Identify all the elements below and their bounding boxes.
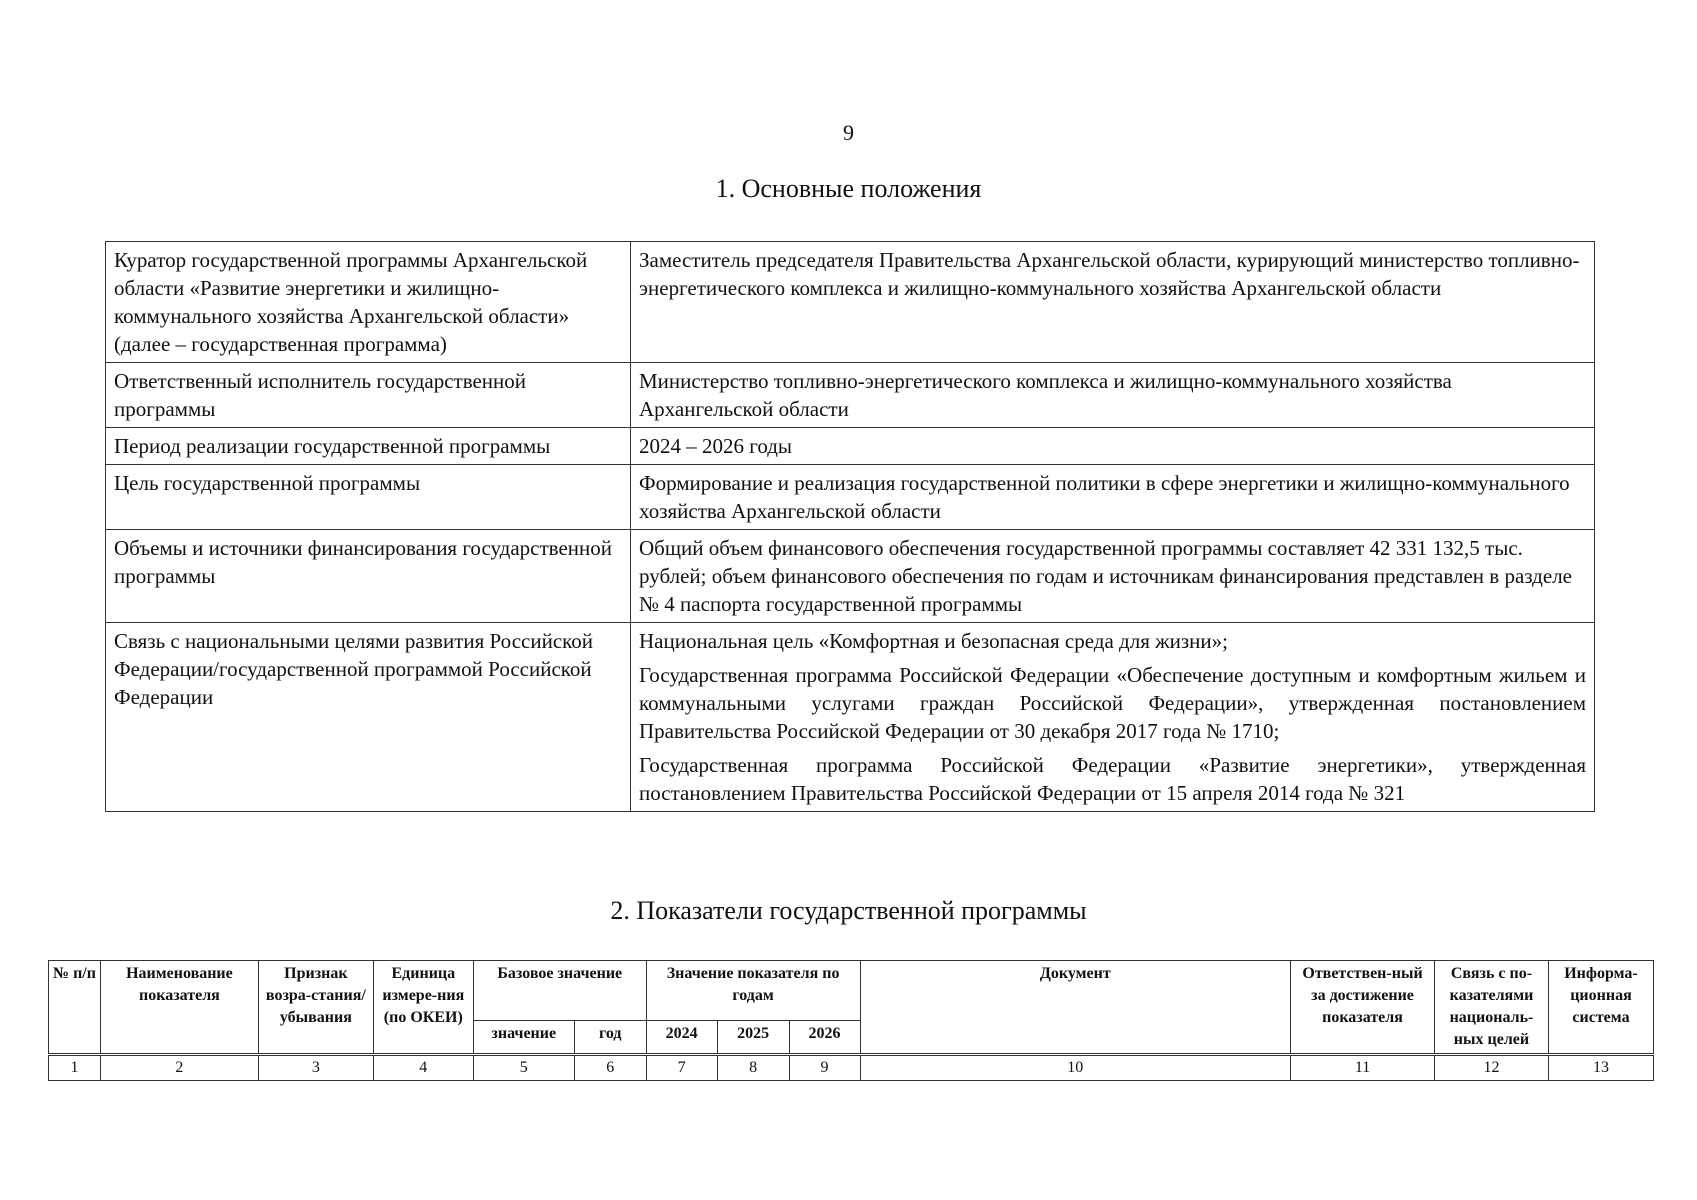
header-num: № п/п (49, 961, 101, 1055)
value-paragraph: Государственная программа Российской Федерации «Развитие энергетики», утвержденная постановлением Правительства Российской Федерации от 15 апреля 2014 года № 321 (639, 753, 1586, 805)
row-value (631, 428, 1595, 465)
header-row (49, 961, 1654, 1021)
column-number: 11 (1291, 1055, 1435, 1081)
header-values-by-year: Значение показателя по годам (646, 961, 860, 1021)
row-label: Цель государственной программы (106, 465, 631, 530)
row-label: Объемы и источники финансирования государственной программы (106, 530, 631, 623)
column-number: 9 (789, 1055, 860, 1081)
header-national-goals-link: Связь с по-казателями националь-ных целей (1434, 961, 1548, 1055)
header-year-2026: 2026 (789, 1020, 860, 1054)
column-number: 4 (373, 1055, 473, 1081)
header-unit: Единица измере-ния (по ОКЕИ) (373, 961, 473, 1055)
column-numbers-row (49, 1055, 1654, 1081)
passport-table (105, 241, 1595, 812)
column-number: 1 (49, 1055, 101, 1081)
column-number: 2 (100, 1055, 258, 1081)
row-value (631, 465, 1595, 530)
column-number: 12 (1434, 1055, 1548, 1081)
table-row (106, 465, 1595, 530)
row-label: Связь с национальными целями развития Российской Федерации/государственной программой Российской Федерации (106, 623, 631, 812)
value-paragraph: Национальная цель «Комфортная и безопасная среда для жизни»; (639, 629, 1228, 653)
table-row (106, 530, 1595, 623)
value-paragraph: 2024 – 2026 годы (639, 434, 793, 458)
table-row (106, 428, 1595, 465)
row-value (631, 242, 1595, 363)
row-label: Ответственный исполнитель государственной программы (106, 363, 631, 428)
column-number: 10 (860, 1055, 1291, 1081)
header-info-system: Информа-ционная система (1548, 961, 1653, 1055)
header-base-value-year: год (574, 1020, 646, 1054)
header-document: Документ (860, 961, 1291, 1055)
page-number: 9 (843, 120, 854, 145)
column-number: 6 (574, 1055, 646, 1081)
header-responsible: Ответствен-ный за достижение показателя (1291, 961, 1435, 1055)
column-number: 8 (717, 1055, 789, 1081)
row-value (631, 623, 1595, 812)
table-row (106, 363, 1595, 428)
section-title-indicators: 2. Показатели государственной программы (610, 896, 1087, 925)
section-title-main-provisions: 1. Основные положения (715, 174, 982, 203)
table-row (106, 623, 1595, 812)
column-number: 5 (473, 1055, 574, 1081)
column-number: 3 (258, 1055, 373, 1081)
value-paragraph: Министерство топливно-энергетического комплекса и жилищно-коммунального хозяйства Архангельской области (639, 369, 1452, 421)
column-number: 13 (1548, 1055, 1653, 1081)
row-value (631, 363, 1595, 428)
header-year-2024: 2024 (646, 1020, 717, 1054)
indicators-table (48, 960, 1654, 1081)
header-year-2025: 2025 (717, 1020, 789, 1054)
row-label: Период реализации государственной программы (106, 428, 631, 465)
header-base-value: Базовое значение (473, 961, 646, 1021)
table-row (106, 242, 1595, 363)
row-label: Куратор государственной программы Архангельской области «Развитие энергетики и жилищно-коммунального хозяйства Архангельской области» (далее – государственная программа) (106, 242, 631, 363)
value-paragraph: Заместитель председателя Правительства Архангельской области, курирующий министерство топливно-энергетического комплекса и жилищно-коммунального хозяйства Архангельской области (639, 248, 1580, 300)
value-paragraph: Формирование и реализация государственной политики в сфере энергетики и жилищно-коммунального хозяйства Архангельской области (639, 471, 1570, 523)
header-indicator-name: Наименование показателя (100, 961, 258, 1055)
row-value (631, 530, 1595, 623)
column-number: 7 (646, 1055, 717, 1081)
header-base-value-value: значение (473, 1020, 574, 1054)
value-paragraph: Государственная программа Российской Федерации «Обеспечение доступным и комфортным жильем и коммунальными услугами граждан Российской Федерации», утвержденная постановлением Правительства Российской Федерации от 30 декабря 2017 года № 1710; (639, 663, 1586, 743)
value-paragraph: Общий объем финансового обеспечения государственной программы составляет 42 331 132,5 тыс. рублей; объем финансового обеспечения по годам и источникам финансирования представлен в разделе № 4 паспорта государственной программы (639, 536, 1572, 616)
header-trend: Признак возра-стания/ убывания (258, 961, 373, 1055)
